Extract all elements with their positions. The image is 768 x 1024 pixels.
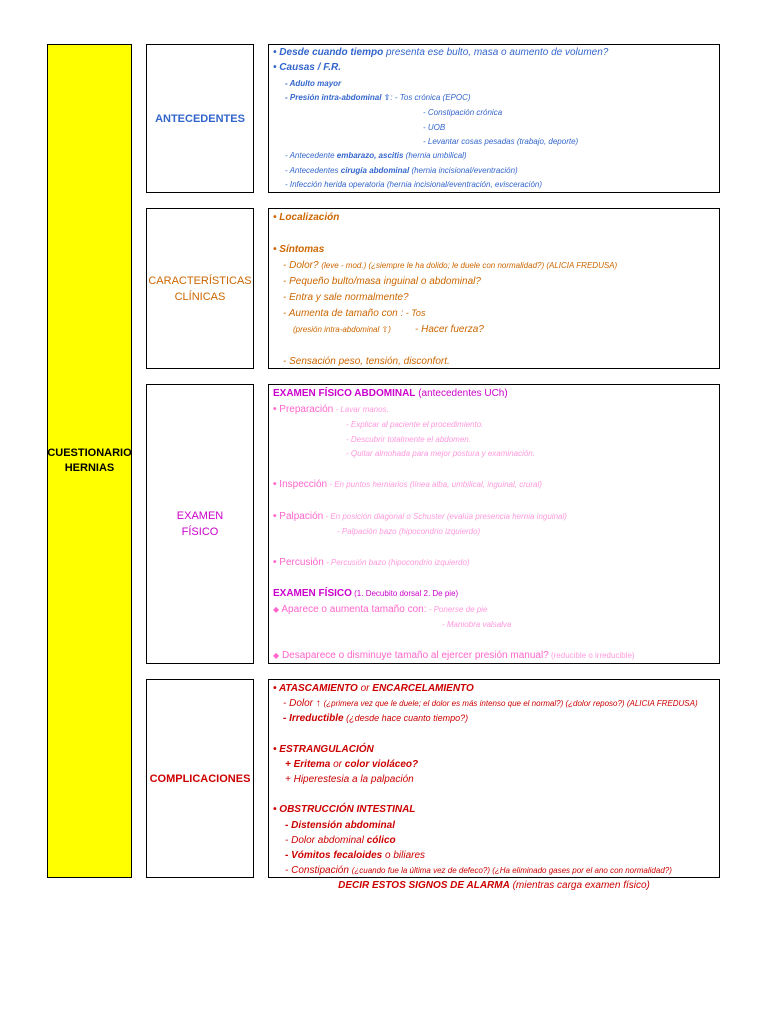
bullet: • [273, 683, 277, 694]
antecedentes-line-5: - Constipación crónica [423, 108, 503, 117]
text: Palpación [279, 511, 324, 522]
text: embarazo, ascitis [336, 151, 404, 160]
examen-heading-2 [273, 587, 458, 600]
text: - Presión intra-abdominal ⇧ [285, 93, 391, 102]
text: (antecedentes UCh) [415, 388, 508, 399]
text: Síntomas [279, 244, 325, 255]
examen-palpacion [273, 510, 567, 523]
caracteristicas-label-line1: CARACTERÍSTICAS [148, 274, 252, 287]
text: - En puntos herniarios (línea alba, umbilical, inguinal, crural) [327, 480, 542, 489]
bullet: • [273, 62, 277, 73]
alarm-footer [268, 879, 720, 892]
text: Causas / F.R. [279, 62, 341, 73]
antecedentes-label [146, 44, 254, 193]
examen-prep-4: - Quitar almohada para mejor postura y examinación. [346, 449, 535, 458]
diamond-icon: ◆ [273, 605, 280, 614]
comp-heading-2 [273, 743, 374, 756]
text: OBSTRUCCIÓN INTESTINAL [279, 804, 416, 815]
caracteristicas-line-5: - Entra y sale normalmente? [283, 292, 409, 303]
text: - En posición diagonal o Schuster (evalúa presencia hernia inguinal) [323, 512, 567, 521]
text: - Aumenta de tamaño con : [283, 308, 404, 319]
examen-prep-3: - Descubrir totalmente el abdomen. [346, 435, 471, 444]
text: Aparece o aumenta tamaño con: [281, 604, 427, 615]
bullet: • [273, 47, 277, 58]
text: ATASCAMIENTO [278, 683, 358, 694]
comp-vomitos [285, 849, 425, 862]
caracteristicas-line-3 [283, 259, 617, 272]
text: presenta ese bulto, masa o aumento de volumen? [383, 47, 609, 58]
antecedentes-content [268, 44, 720, 193]
text: EXAMEN FÍSICO ABDOMINAL [273, 388, 416, 399]
antecedentes-line-7: - Levantar cosas pesadas (trabajo, deporte) [423, 137, 579, 146]
text: (hernia incisional/eventración) [409, 166, 518, 175]
bullet: • [273, 212, 277, 223]
text: Desaparece o disminuye tamaño al ejercer presión manual? [281, 650, 549, 661]
examen-percusion [273, 556, 470, 569]
comp-irreductible [283, 712, 468, 725]
caracteristicas-line-8: - Sensación peso, tensión, disconfort. [283, 356, 450, 367]
examen-inspeccion [273, 478, 542, 491]
text: ESTRANGULACIÓN [279, 744, 374, 755]
examen-label-line2: FÍSICO [181, 526, 219, 538]
alarm-footer-note: (mientras carga examen físico) [509, 880, 650, 891]
bullet: • [273, 404, 277, 415]
comp-eritema [285, 758, 418, 771]
comp-dolor [283, 697, 698, 710]
text: Inspección [279, 479, 328, 490]
text: + Eritema [285, 759, 331, 770]
examen-desaparece [273, 649, 635, 662]
examen-heading-1 [273, 387, 508, 400]
antecedentes-line-3: - Adulto mayor [285, 79, 342, 88]
bullet: • [273, 479, 277, 490]
caracteristicas-label-line2: CLÍNICAS [174, 290, 226, 303]
caracteristicas-line-6 [283, 307, 425, 320]
side-label-line1: CUESTIONARIO [47, 447, 132, 459]
caracteristicas-line-4: - Pequeño bulto/masa inguinal o abdominal? [283, 276, 481, 287]
text: ENCARCELAMIENTO [372, 683, 474, 694]
antecedentes-label-text: ANTECEDENTES [155, 112, 245, 125]
antecedentes-line-10: - Infección herida operatoria (hernia incisional/eventración, evisceración) [285, 180, 543, 189]
examen-preparacion [273, 403, 389, 416]
antecedentes-line-8 [285, 149, 467, 162]
text: - Percusión bazo (hipocondrio izquierdo) [323, 558, 470, 567]
text: cirugía abdominal [340, 166, 410, 175]
text: : - Tos crónica (EPOC) [390, 93, 471, 102]
text: (¿primera vez que le duele; el dolor es más intenso que el normal?) (¿dolor reposo?) (ALICIA FREDUSA) [323, 699, 698, 708]
diamond-icon: ◆ [273, 651, 280, 660]
text: - Irreductible [283, 713, 344, 724]
caracteristicas-label [146, 208, 254, 369]
text: (leve - mod.) (¿siempre le ha dolido; le duele con normalidad?) (ALICIA FREDUSA) [321, 261, 618, 270]
comp-heading-1 [273, 682, 474, 695]
side-label [47, 44, 132, 878]
antecedentes-line-6: - UOB [423, 123, 446, 132]
text: (1. Decubito dorsal 2. De pie) [351, 589, 459, 598]
text: - Antecedente [285, 151, 337, 160]
text: - Vómitos fecaloides [285, 850, 383, 861]
antecedentes-line-2 [273, 61, 341, 74]
comp-distension: - Distensión abdominal [285, 820, 396, 831]
complicaciones-content [268, 679, 720, 878]
complicaciones-label-text: COMPLICACIONES [149, 772, 251, 785]
caracteristicas-line-7 [293, 323, 391, 336]
examen-aparece [273, 603, 487, 616]
text: - Dolor ↑ [283, 698, 324, 709]
antecedentes-line-9 [285, 164, 518, 177]
antecedentes-line-4 [285, 91, 471, 104]
bullet: • [273, 244, 277, 255]
bullet: • [273, 804, 277, 815]
complicaciones-label [146, 679, 254, 878]
bullet: • [273, 511, 277, 522]
text: (reducible o irreducible) [548, 651, 635, 660]
text: Preparación [279, 404, 334, 415]
text: - Tos [403, 308, 426, 318]
caracteristicas-line-7b: - Hacer fuerza? [415, 324, 484, 335]
text: Localización [279, 212, 340, 223]
text: - Dolor? [283, 260, 322, 271]
comp-hiperestesia: + Hiperestesia a la palpación [285, 774, 414, 785]
caracteristicas-content [268, 208, 720, 369]
antecedentes-line-1 [273, 46, 608, 59]
text: o biliares [382, 850, 426, 861]
bullet: • [273, 744, 277, 755]
caracteristicas-line-2 [273, 243, 324, 256]
text: - Ponerse de pie [426, 605, 488, 614]
text: Percusión [279, 557, 324, 568]
text: - Dolor abdominal [285, 835, 367, 846]
text: or [357, 683, 373, 694]
examen-ap-2: - Maniobra valsalva [442, 620, 512, 629]
text: (¿cuando fue la última vez de defeco?) (¿Ha eliminado gases por el ano con normalidad?) [351, 866, 672, 875]
alarm-footer-bold: DECIR ESTOS SIGNOS DE ALARMA [338, 880, 510, 891]
examen-prep-2: - Explicar al paciente el procedimiento. [346, 420, 484, 429]
examen-palp-2: - Palpación bazo (hipocondrio izquierdo) [337, 527, 481, 536]
examen-label [146, 384, 254, 664]
comp-heading-3 [273, 803, 415, 816]
text: color violáceo? [344, 759, 419, 770]
comp-constipacion [285, 864, 672, 877]
examen-content [268, 384, 720, 664]
text: cólico [366, 835, 396, 846]
comp-dolor-abdominal [285, 834, 396, 847]
text: - Constipación [285, 865, 352, 876]
bullet: • [273, 557, 277, 568]
text: (presión intra-abdominal ⇧) [293, 325, 391, 334]
text: (¿desde hace cuanto tiempo?) [343, 713, 469, 723]
side-label-line2: HERNIAS [64, 462, 115, 474]
text: - Antecedentes [285, 166, 341, 175]
examen-label-line1: EXAMEN [176, 510, 224, 522]
text: Desde cuando tiempo [279, 47, 384, 58]
text: EXAMEN FÍSICO [273, 588, 352, 599]
text: (hernia umbilical) [403, 151, 467, 160]
text: or [330, 759, 345, 770]
text: - Lavar manos. [333, 405, 389, 414]
caracteristicas-line-1 [273, 211, 339, 224]
